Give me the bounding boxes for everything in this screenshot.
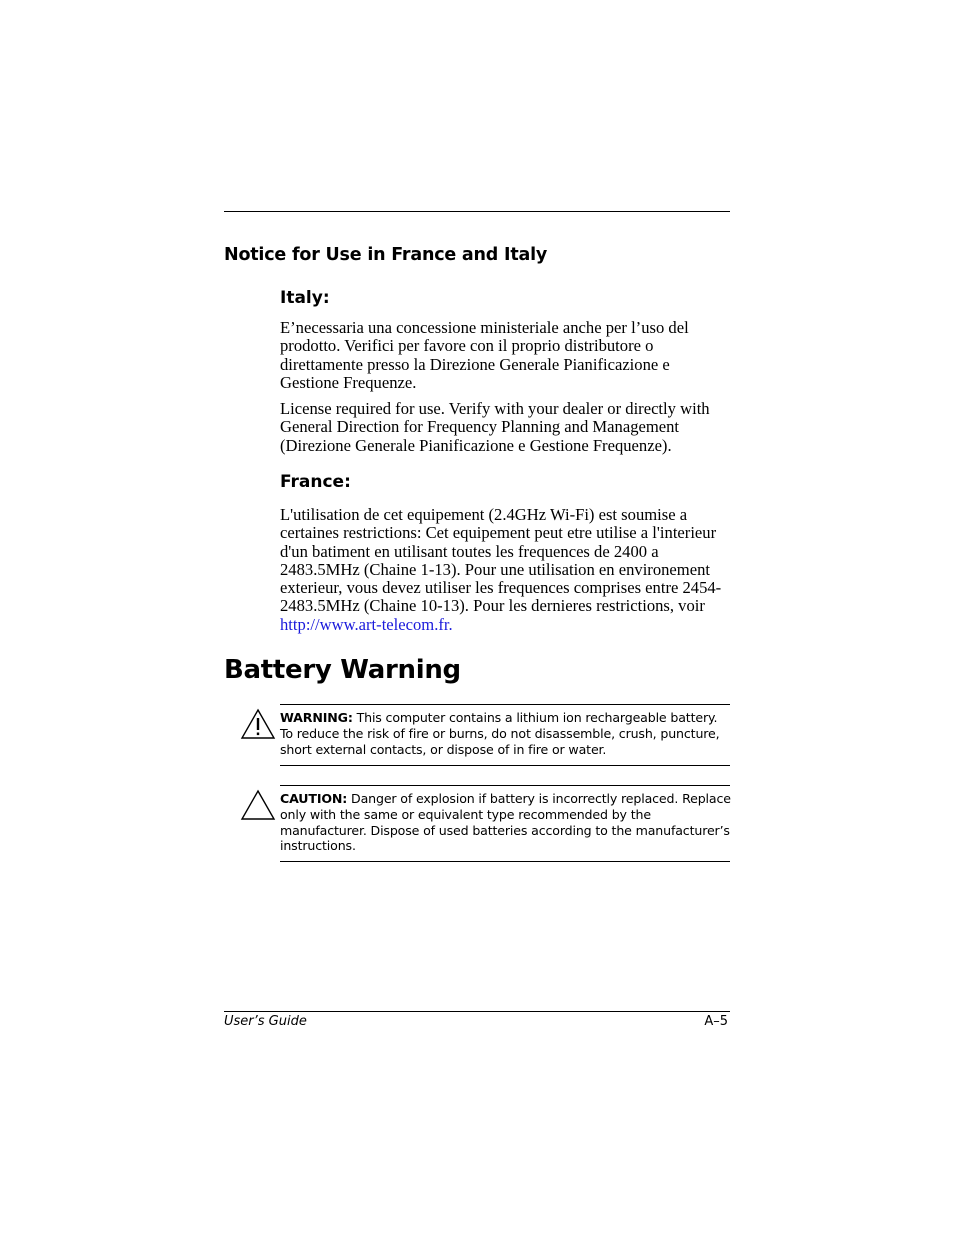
caution-bottom-rule — [280, 861, 730, 862]
footer-page-number: A–5 — [704, 1014, 728, 1029]
france-heading: France: — [280, 472, 351, 492]
italy-paragraph-italian: E’necessaria una concessione ministeriale anche per l’uso del prodotto. Verifici per favore con il proprio distributore o direttamente presso la Direzione Generale Pianificazione e Gestione Frequenze. — [280, 318, 689, 392]
warning-notice — [280, 710, 732, 757]
header-rule — [224, 211, 730, 212]
section-heading: Notice for Use in France and Italy — [224, 245, 548, 265]
caution-top-rule — [280, 785, 730, 786]
battery-warning-heading: Battery Warning — [224, 655, 461, 685]
warning-text: This computer contains a lithium ion rechargeable battery. To reduce the risk of fire or burns, do not disassemble, crush, puncture, short external contacts, or dispose of in fire or water. — [280, 710, 720, 757]
footer-guide-title: User’s Guide — [224, 1014, 307, 1029]
warning-bottom-rule — [280, 765, 730, 766]
footer-rule — [224, 1011, 730, 1012]
france-paragraph — [280, 506, 732, 634]
art-telecom-link[interactable]: http://www.art-telecom.fr. — [280, 614, 453, 634]
italy-paragraph-english: License required for use. Verify with your dealer or directly with General Direction for Frequency Planning and Management (Direzione Generale Pianificazione e Gestione Frequenze). — [280, 399, 710, 455]
warning-triangle-icon — [240, 708, 276, 740]
caution-notice — [280, 791, 732, 854]
warning-top-rule — [280, 704, 730, 705]
italy-heading: Italy: — [280, 288, 330, 308]
warning-label: WARNING: — [280, 710, 353, 725]
caution-label: CAUTION: — [280, 791, 348, 806]
france-paragraph-text: L'utilisation de cet equipement (2.4GHz Wi-Fi) est soumise a certaines restrictions: Cet equipement peut etre utilise a l'interieur d'un batiment en utilisant toutes les frequences de 2400 a 2483.5MHz (Chaine 1-13). Pour une utilisation en environement exterieur, vous devez utiliser les frequences comprises entre 2454-2483.5MHz (Chaine 10-13). Pour les dernieres restrictions, voir — [280, 505, 722, 616]
caution-triangle-icon — [240, 789, 276, 821]
caution-text: Danger of explosion if battery is incorrectly replaced. Replace only with the same or equivalent type recommended by the manufacturer. Dispose of used batteries according to the manufacturer’s instructions. — [280, 791, 731, 854]
